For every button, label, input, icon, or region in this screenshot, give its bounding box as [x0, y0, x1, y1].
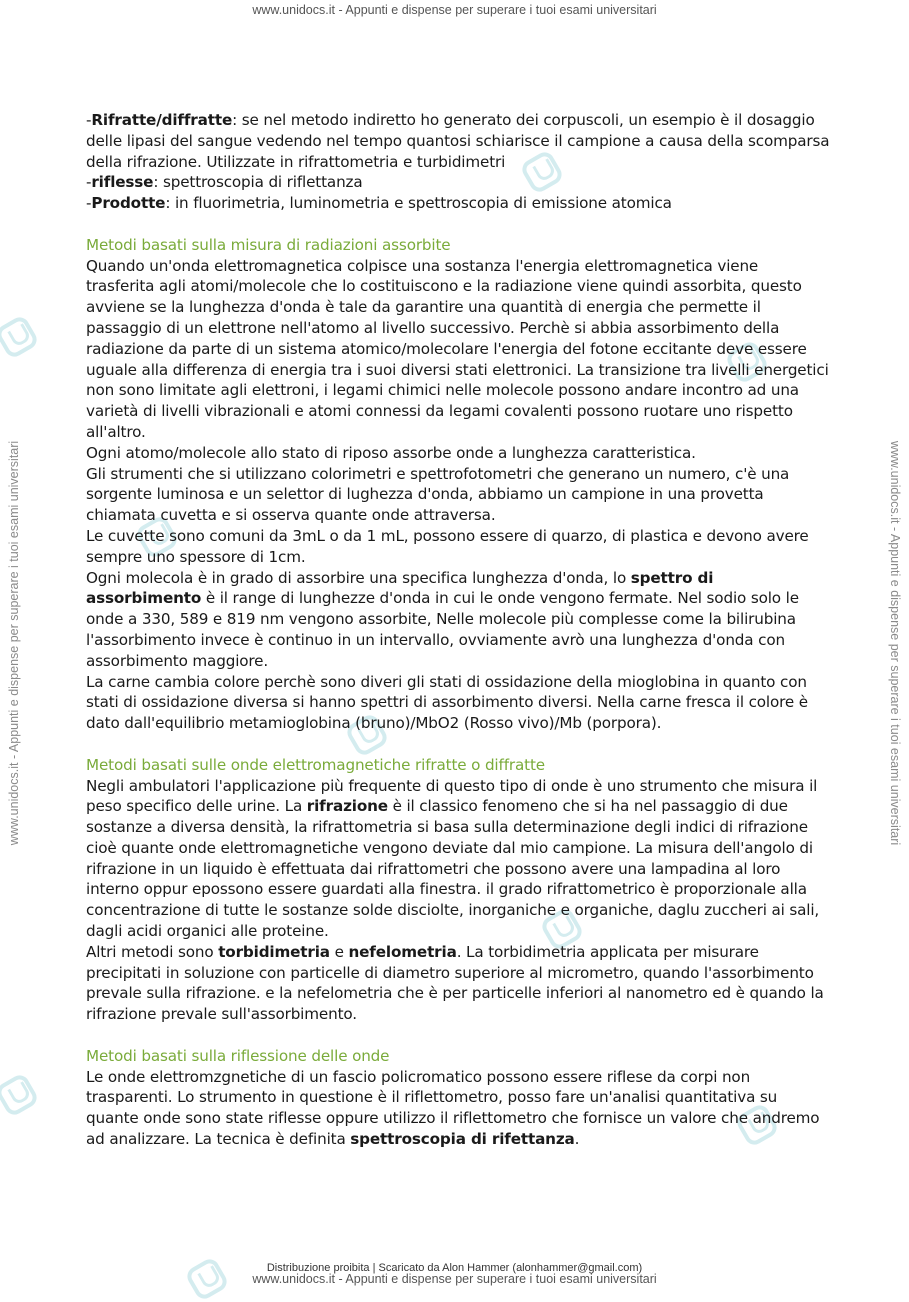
- section-heading-absorbed: Metodi basati sulla misura di radiazioni assorbite: [86, 235, 451, 254]
- text-run: è il range di lunghezze d'onda in cui le onde vengono fermate. Nel sodio solo le onde a 330, 589 e 819 nm vengono assorbite, Nelle molecole più complesse come la bilirubina l'assorbimento invece è continuo in un intervallo, ovviamente avrò una lunghezza d'onda con assorbimento maggiore.: [86, 589, 799, 670]
- side-watermark-right: www.unidocs.it - Appunti e dispense per superare i tuoi esami universitari: [888, 440, 902, 846]
- text-run: Ogni molecola è in grado di assorbire una specifica lunghezza d'onda, lo: [86, 568, 631, 587]
- term-prodotte: Prodotte: [91, 194, 166, 213]
- intro-rifratte-text: : se nel metodo indiretto ho generato dei corpuscoli, un esempio è il dosaggio delle lipasi del sangue vedendo nel tempo quantosi schiarisce il campione a causa della scomparsa della rifrazione. Utilizzate in rifrattometria e turbidimetri: [86, 111, 830, 171]
- side-watermark-left: www.unidocs.it - Appunti e dispense per superare i tuoi esami universitari: [7, 440, 21, 846]
- intro-prodotte-text: : in fluorimetria, luminometria e spettroscopia di emissione atomica: [165, 194, 672, 213]
- term-rifrazione: rifrazione: [306, 797, 388, 816]
- term-torbidimetria: torbidimetria: [218, 942, 330, 961]
- term-spettroscopia: spettroscopia di rifettanza: [350, 1130, 575, 1149]
- unidocs-watermark-icon: [0, 1072, 40, 1118]
- paragraph: Gli strumenti che si utilizzano colorimetri e spettrofotometri che generano un numero, c'è una sorgente luminosa e un selettor di lughezza d'onda, abbiamo un campione in una provetta chiamata cuvetta e si osserva quante onde attraversa.: [86, 464, 790, 525]
- intro-rifratte: -Rifratte/diffratte: se nel metodo indiretto ho generato dei corpuscoli, un esempio è il dosaggio delle lipasi del sangue vedendo nel tempo quantosi schiarisce il campione a causa della scomparsa della rifrazione. Utilizzate in rifrattometria e turbidimetri: [86, 111, 830, 171]
- text-run: Negli ambulatori l'applicazione più frequente di questo tipo di onde è uno strumento che misura il peso specifico delle urine. La: [86, 776, 818, 816]
- paragraph: [86, 1067, 831, 1150]
- paragraph: [86, 568, 831, 672]
- footer-site-banner: www.unidocs.it - Appunti e dispense per superare i tuoi esami universitari: [252, 1272, 657, 1286]
- text-run: è il classico fenomeno che si ha nel passaggio di due sostanze a diversa densità, la rifrattometria si basa sulla determinazione degli indici di rifrazione cioè quante onde elettromagnetiche vengono deviate dal mio campione. La misura dell'angolo di rifrazione in un liquido è effettuata dai rifrattometri che possono avere una lampadina al loro interno oppur epossono essere guardati alla finestra. il grado rifrattometrico è proporzionale alla concentrazione di tutte le sostanze solde disciolte, inorganiche e organiche, daglu zuccheri ai sali, dagli acidi organici alle proteine.: [86, 797, 820, 941]
- term-riflesse: riflesse: [91, 173, 154, 192]
- term-rifratte: Rifratte/diffratte: [91, 111, 233, 129]
- text-run: e: [329, 942, 349, 961]
- footer-distribution: Distribuzione proibita | Scaricato da Alon Hammer (alonhammer@gmail.com): [266, 1262, 643, 1274]
- paragraph: Le cuvette sono comuni da 3mL o da 1 mL, possono essere di quarzo, di plastica e devono avere sempre uno spessore di 1cm.: [86, 526, 809, 566]
- paragraph: Ogni atomo/molecole allo stato di riposo assorbe onde a lunghezza caratteristica.: [86, 443, 696, 462]
- term-nefelometria: nefelometria: [348, 942, 457, 961]
- intro-prodotte: -Prodotte: in fluorimetria, luminometria e spettroscopia di emissione atomica: [86, 194, 672, 213]
- header-site-banner: www.unidocs.it - Appunti e dispense per superare i tuoi esami universitari: [252, 3, 657, 17]
- text-run: Le onde elettromzgnetiche di un fascio policromatico possono essere riflese da corpi non trasparenti. Lo strumento in questione è il riflettometro, posso fare un'analisi quantitativa su quante onde sono state riflesse oppure utilizzo il riflettometro che fornisce un valore che andremo ad analizzare. La tecnica è definita: [86, 1067, 820, 1149]
- paragraph: [86, 942, 831, 1025]
- paragraph: La carne cambia colore perchè sono diveri gli stati di ossidazione della mioglobina in quanto con stati di ossidazione diversa si hanno spettri di assorbimento diversi. Nella carne fresca il colore è dato dall'equilibrio metamioglobina (bruno)/MbO2 (Rosso vivo)/Mb (porpora).: [86, 672, 808, 733]
- text-run: . La torbidimetria applicata per misurare precipitati in soluzione con particelle di diametro superiore al micrometro, quando l'assorbimento prevale sulla rifrazione. e la nefelometria che è per particelle inferiori al nanometro ed è quando la rifrazione prevale sull'assorbimento.: [86, 942, 824, 1024]
- intro-riflesse: -riflesse: spettroscopia di riflettanza: [86, 173, 363, 192]
- document-body: [86, 110, 831, 1150]
- text-run: .: [574, 1130, 580, 1149]
- unidocs-watermark-icon: [0, 314, 40, 360]
- paragraph: [86, 776, 831, 942]
- term-spettro: spettro di assorbimento: [86, 568, 714, 608]
- text-run: Altri metodi sono: [86, 942, 219, 961]
- paragraph: Quando un'onda elettromagnetica colpisce una sostanza l'energia elettromagnetica viene trasferita agli atomi/molecole che lo costituiscono e la radiazione viene quindi assorbita, questo avviene se la lunghezza d'onda è tale da garantire una quantità di energia che permette il passaggio di un elettrone nell'atomo al livello successivo. Perchè si abbia assorbimento della radiazione da parte di un sistema atomico/molecolare l'energia del fotone eccitante deve essere uguale alla differenza di energia tra i suoi diversi stati elettronici. La transizione tra livelli energetici non sono limitate agli elettroni, i legami chimici nelle molecole possono andare incontro ad una varietà di livelli vibrazionali e atomi connessi da legami covalenti possono ruotare uno rispetto all'altro.: [86, 256, 829, 441]
- section-heading-reflection: Metodi basati sulla riflessione delle onde: [86, 1046, 390, 1065]
- section-heading-refracted: Metodi basati sulle onde elettromagnetiche rifratte o diffratte: [86, 755, 545, 774]
- intro-riflesse-text: : spettroscopia di riflettanza: [153, 173, 363, 192]
